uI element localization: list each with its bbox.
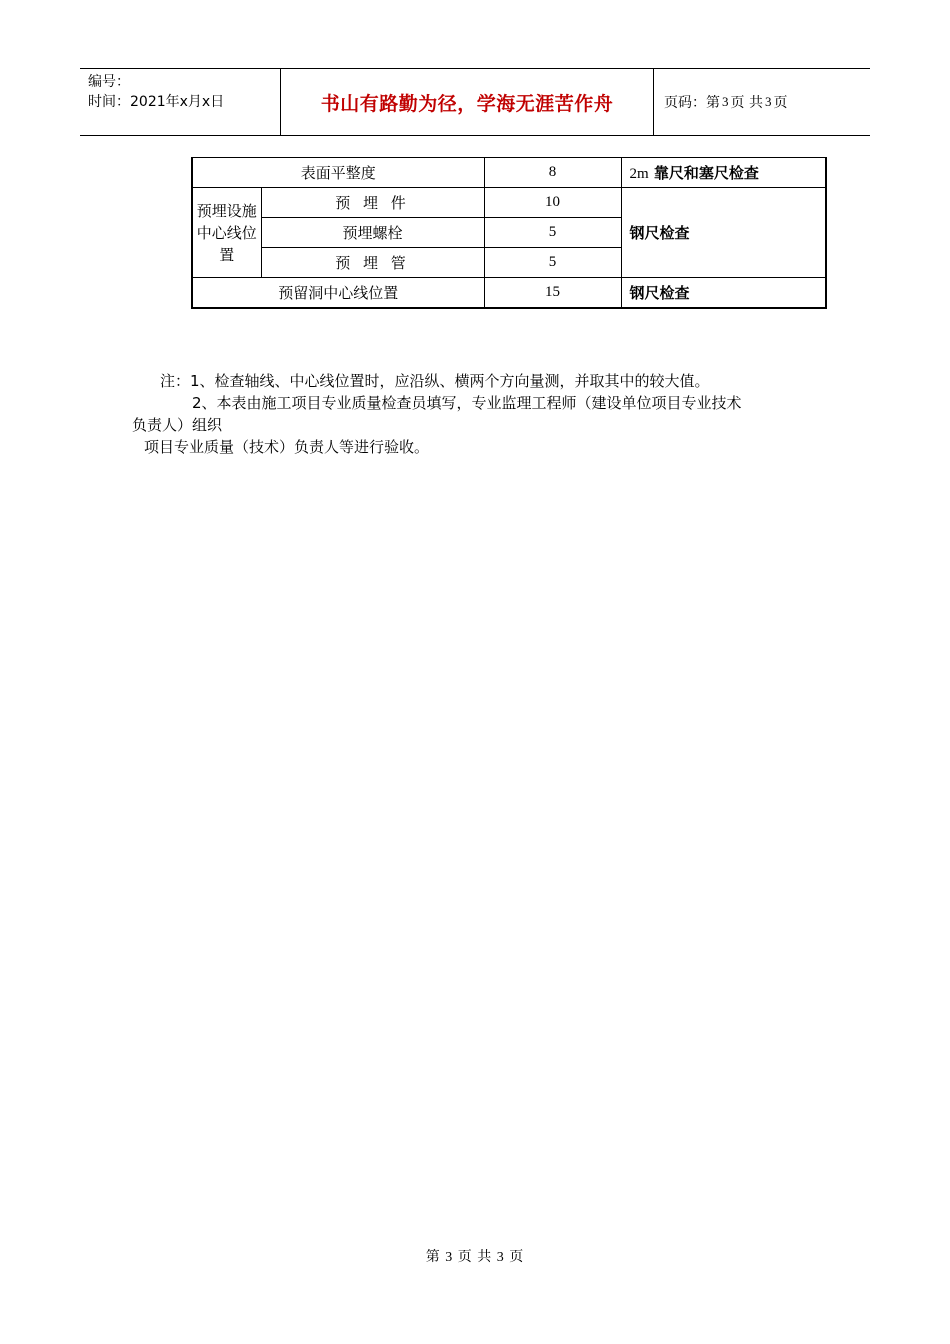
method-cell	[621, 158, 826, 188]
page-suffix: 页	[773, 95, 788, 111]
table-row	[192, 158, 826, 188]
group-label-cell: 预埋设施中心线位置	[192, 188, 261, 278]
group-method-cell: 钢尺检查	[621, 188, 826, 278]
header-slogan: 书山有路勤为径，学海无涯苦作舟	[281, 69, 654, 135]
page-mid: 页 共	[730, 95, 763, 111]
page-footer: 第 3 页 共 3 页	[425, 1250, 525, 1265]
item-cell: 预 埋 件	[261, 188, 484, 218]
note-line: 2、本表由施工项目专业质量检查员填写，专业监理工程师（建设单位项目专业技术	[192, 394, 742, 412]
value-cell: 5	[484, 248, 621, 278]
table-row	[192, 188, 826, 218]
value-cell: 10	[484, 188, 621, 218]
header-page-info	[654, 69, 870, 135]
header-meta	[80, 69, 281, 135]
value-cell: 5	[484, 218, 621, 248]
note-line: 注：1、检查轴线、中心线位置时，应沿纵、横两个方向量测，并取其中的较大值。	[160, 372, 710, 390]
value-cell: 15	[484, 278, 621, 309]
note-line: 项目专业质量（技术）负责人等进行验收。	[144, 438, 430, 456]
item-cell: 预埋螺栓	[261, 218, 484, 248]
item-cell: 预 埋 管	[261, 248, 484, 278]
page-header	[80, 68, 870, 136]
notes-section	[132, 370, 824, 458]
table-row	[192, 278, 826, 309]
document-number-label: 编号：	[88, 74, 130, 90]
note-line: 负责人）组织	[132, 416, 223, 434]
item-cell: 预留洞中心线位置	[192, 278, 484, 309]
page-current: 3	[722, 94, 729, 109]
method-prefix: 2m	[629, 166, 649, 182]
page-total: 3	[764, 94, 772, 109]
method-text: 靠尺和塞尺检查	[653, 164, 759, 182]
item-cell: 表面平整度	[192, 158, 484, 188]
method-cell: 钢尺检查	[621, 278, 826, 309]
tolerance-table	[191, 157, 827, 309]
page-prefix: 页码：第	[664, 95, 720, 111]
document-date: 时间：2021年x月x日	[88, 94, 225, 110]
value-cell: 8	[484, 158, 621, 188]
